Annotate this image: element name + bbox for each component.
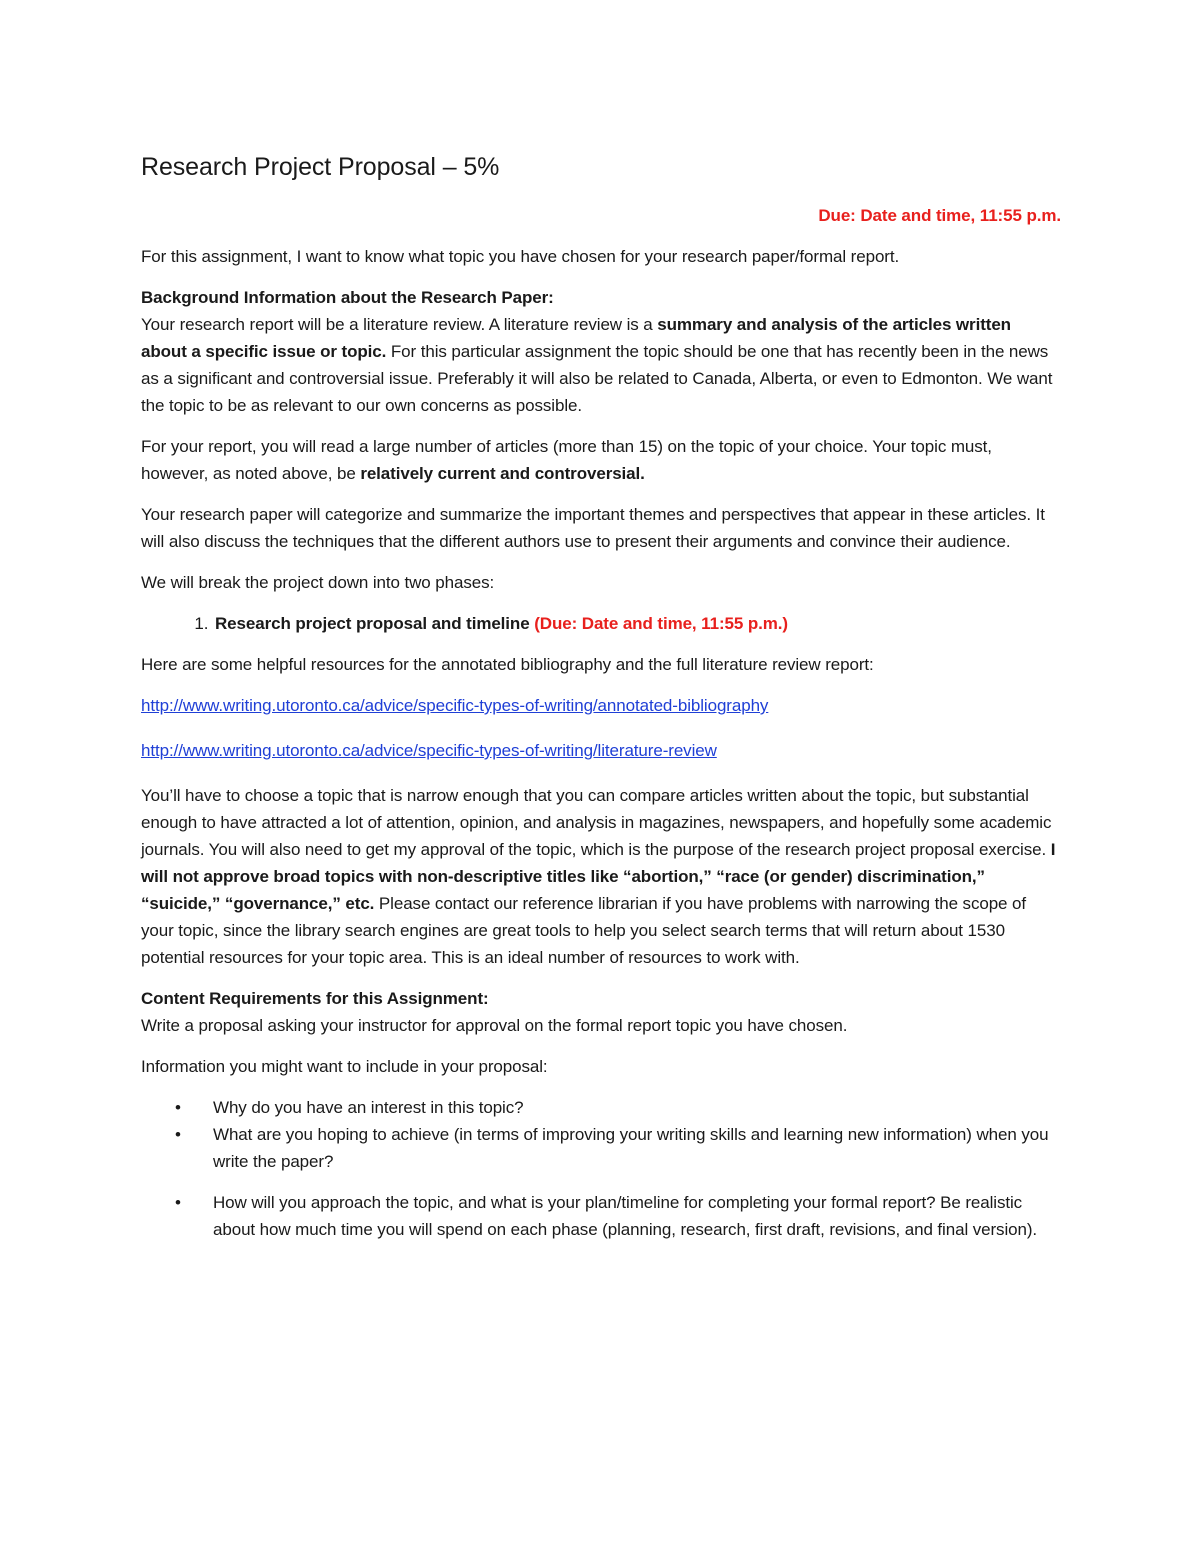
- literature-review-link[interactable]: http://www.writing.utoronto.ca/advice/specific-types-of-writing/literature-review: [141, 741, 717, 760]
- topic-text-1: You’ll have to choose a topic that is narrow enough that you can compare articles written about the topic, but substantial enough to have attracted a lot of attention, opinion, and analysis in magazines, newspapers, and hopefully some academic journals. You will also need to get my approval of the topic, which is the purpose of the research project proposal exercise.: [141, 786, 1052, 859]
- phases-intro: We will break the project down into two phases:: [141, 573, 495, 592]
- link-line-2: [141, 737, 1061, 764]
- bullet-text-1: Why do you have an interest in this topic?: [213, 1098, 524, 1117]
- proposal-bullets: [141, 1094, 1061, 1243]
- bullet-item-3: [175, 1189, 1061, 1243]
- bullet-item-1: [175, 1094, 1061, 1121]
- phase-item-1: [213, 610, 1061, 637]
- categorize-paragraph: Your research paper will categorize and summarize the important themes and perspectives that appear in these articles. It will also discuss the techniques that the different authors use to present their arguments and convince their audience.: [141, 505, 1045, 551]
- document-page: [141, 150, 1061, 1243]
- background-section: [141, 284, 1061, 419]
- background-bold-1: summary and analysis of the articles written about a specific issue or topic.: [141, 315, 1011, 361]
- link-line-1: [141, 692, 1061, 719]
- resources-intro: Here are some helpful resources for the annotated bibliography and the full literature review report:: [141, 655, 874, 674]
- include-intro: Information you might want to include in your proposal:: [141, 1057, 548, 1076]
- content-heading: Content Requirements for this Assignment:: [141, 989, 489, 1008]
- content-text: Write a proposal asking your instructor for approval on the formal report topic you have chosen.: [141, 1016, 848, 1035]
- bullet-text-3: How will you approach the topic, and what is your plan/timeline for completing your formal report? Be realistic about how much time you will spend on each phase (planning, research, first draft, revisions, and final version).: [213, 1193, 1038, 1239]
- intro-paragraph: For this assignment, I want to know what topic you have chosen for your research paper/formal report.: [141, 247, 900, 266]
- background-text-1: Your research report will be a literature review. A literature review is a: [141, 315, 658, 334]
- page-title: Research Project Proposal – 5%: [141, 153, 500, 181]
- report-bold-1: relatively current and controversial.: [360, 464, 645, 483]
- background-heading: Background Information about the Research Paper:: [141, 288, 554, 307]
- bullet-icon: •: [175, 1125, 181, 1144]
- due-date: Due: Date and time, 11:55 p.m.: [818, 206, 1061, 225]
- bullet-icon: •: [175, 1193, 181, 1212]
- report-text-1: For your report, you will read a large number of articles (more than 15) on the topic of your choice. Your topic must, however, as noted above, be: [141, 437, 992, 483]
- background-paragraph: [141, 311, 1061, 419]
- annotated-bibliography-link[interactable]: http://www.writing.utoronto.ca/advice/specific-types-of-writing/annotated-bibliography: [141, 696, 769, 715]
- topic-text-2: Please contact our reference librarian if you have problems with narrowing the scope of your topic, since the library search engines are great tools to help you select search terms that will return about 1530 potential resources for your topic area. This is an ideal number of resources to work with.: [141, 894, 1027, 967]
- phase-1-label: Research project proposal and timeline: [215, 614, 530, 633]
- phases-list: [141, 610, 1061, 637]
- content-section: [141, 985, 1061, 1039]
- bullet-icon: •: [175, 1098, 181, 1117]
- phase-1-due: (Due: Date and time, 11:55 p.m.): [529, 614, 788, 633]
- report-paragraph: [141, 433, 1061, 487]
- bullet-item-2: [175, 1121, 1061, 1175]
- topic-bold-1: I will not approve broad topics with non-descriptive titles like “abortion,” “race (or gender) discrimination,” “suicide,” “governance,” etc.: [141, 840, 1056, 913]
- topic-paragraph: [141, 782, 1061, 971]
- bullet-text-2: What are you hoping to achieve (in terms of improving your writing skills and learning new information) when you write the paper?: [213, 1125, 1049, 1171]
- background-text-2: For this particular assignment the topic should be one that has recently been in the news as a significant and controversial issue. Preferably it will also be related to Canada, Alberta, or even to Edmonton. We want the topic to be as relevant to our own concerns as possible.: [141, 342, 1053, 415]
